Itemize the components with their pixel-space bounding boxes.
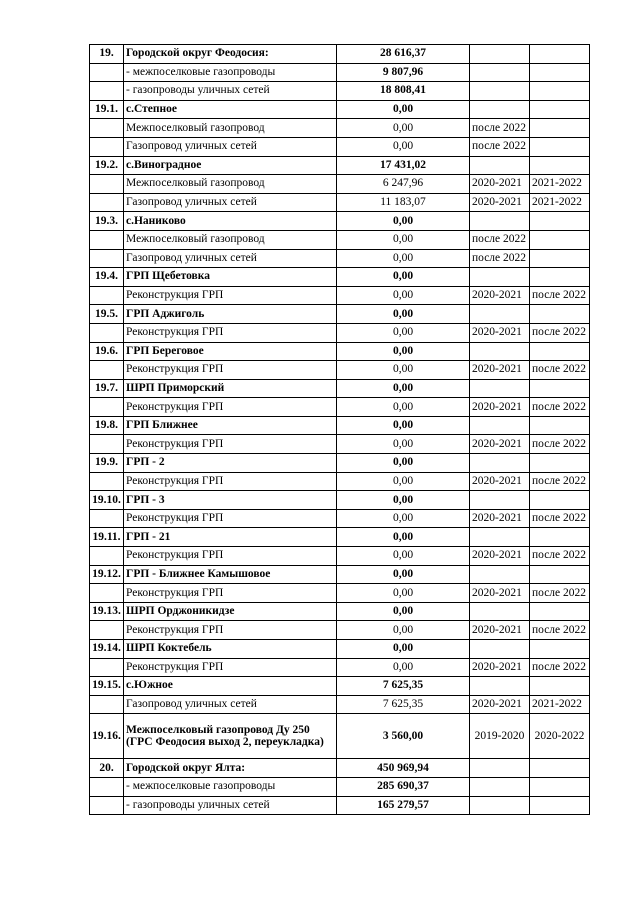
row-number-cell: 19.16. [90,714,124,759]
table-row [90,268,590,287]
row-number-cell [90,796,124,815]
table-body [90,45,590,815]
row-number-cell [90,63,124,82]
row-period-2-cell [530,137,590,156]
row-number-cell: 19.14. [90,640,124,659]
row-period-2-cell [530,454,590,473]
row-name-cell: - газопроводы уличных сетей [124,796,337,815]
row-period-2-cell [530,416,590,435]
row-amount-cell: 7 625,35 [337,695,470,714]
row-name-cell: Реконструкция ГРП [124,584,337,603]
row-period-1-cell [470,777,530,796]
row-amount-cell: 0,00 [337,230,470,249]
row-amount-cell: 0,00 [337,398,470,417]
row-period-1-cell: после 2022 [470,230,530,249]
row-name-cell: ГРП - Ближнее Камышовое [124,565,337,584]
row-number-cell [90,658,124,677]
row-number-cell: 19.1. [90,100,124,119]
table-row [90,491,590,510]
row-period-2-cell [530,379,590,398]
table-row [90,658,590,677]
row-number-cell [90,509,124,528]
row-period-1-cell: после 2022 [470,137,530,156]
row-period-2-cell [530,677,590,696]
row-amount-cell: 0,00 [337,305,470,324]
row-name-cell: с.Южное [124,677,337,696]
table-row [90,286,590,305]
row-period-1-cell [470,602,530,621]
row-name-cell: Реконструкция ГРП [124,472,337,491]
row-number-cell: 19.8. [90,416,124,435]
table-row [90,193,590,212]
row-number-cell [90,695,124,714]
row-period-1-cell [470,416,530,435]
row-name-cell: с.Степное [124,100,337,119]
gas-program-table [89,44,590,815]
row-period-2-cell: после 2022 [530,584,590,603]
row-amount-cell: 0,00 [337,640,470,659]
table-row [90,435,590,454]
row-name-cell: с.Виноградное [124,156,337,175]
table-row [90,528,590,547]
row-period-2-cell [530,777,590,796]
table-row [90,119,590,138]
row-number-cell [90,82,124,101]
row-number-cell [90,472,124,491]
row-period-1-cell [470,677,530,696]
row-amount-cell: 7 625,35 [337,677,470,696]
row-number-cell: 19.7. [90,379,124,398]
row-period-2-cell [530,640,590,659]
row-period-2-cell [530,565,590,584]
row-period-2-cell: после 2022 [530,323,590,342]
row-number-cell: 19.10. [90,491,124,510]
table-row [90,323,590,342]
row-period-2-cell: 2021-2022 [530,193,590,212]
row-amount-cell: 18 808,41 [337,82,470,101]
row-name-cell: ГРП Береговое [124,342,337,361]
row-amount-cell: 0,00 [337,323,470,342]
row-name-cell: Газопровод уличных сетей [124,249,337,268]
row-amount-cell: 0,00 [337,249,470,268]
row-period-2-cell [530,759,590,778]
table-row [90,342,590,361]
row-period-1-cell [470,454,530,473]
row-period-1-cell: 2020-2021 [470,193,530,212]
row-number-cell: 19.9. [90,454,124,473]
row-amount-cell: 0,00 [337,379,470,398]
table-row [90,416,590,435]
row-period-2-cell [530,796,590,815]
row-period-1-cell: 2020-2021 [470,621,530,640]
table-row [90,156,590,175]
row-amount-cell: 3 560,00 [337,714,470,759]
row-amount-cell: 0,00 [337,435,470,454]
row-number-cell [90,398,124,417]
table-row [90,361,590,380]
row-amount-cell: 0,00 [337,342,470,361]
row-period-1-cell [470,268,530,287]
table-row [90,398,590,417]
row-period-1-cell [470,45,530,64]
row-amount-cell: 0,00 [337,416,470,435]
row-number-cell: 19.6. [90,342,124,361]
row-period-2-cell [530,230,590,249]
row-name-cell: - межпоселковые газопроводы [124,63,337,82]
table-row [90,640,590,659]
row-period-2-cell [530,100,590,119]
table-row [90,249,590,268]
row-period-2-cell [530,528,590,547]
table-row [90,714,590,759]
row-name-cell: ГРП Ближнее [124,416,337,435]
row-number-cell [90,435,124,454]
table-row [90,305,590,324]
table-row [90,584,590,603]
table-row [90,695,590,714]
table-row [90,621,590,640]
row-name-cell: Реконструкция ГРП [124,547,337,566]
row-period-1-cell [470,491,530,510]
row-number-cell [90,230,124,249]
row-period-1-cell [470,305,530,324]
row-period-1-cell [470,640,530,659]
row-amount-cell: 0,00 [337,491,470,510]
row-amount-cell: 0,00 [337,472,470,491]
row-period-2-cell [530,156,590,175]
row-period-2-cell: после 2022 [530,435,590,454]
row-period-1-cell: 2020-2021 [470,435,530,454]
row-amount-cell: 0,00 [337,602,470,621]
row-name-cell: Межпоселковый газопровод Ду 250 (ГРС Феодосия выход 2, переукладка) [124,714,337,759]
row-period-2-cell: после 2022 [530,361,590,380]
row-name-cell: ШРП Коктебель [124,640,337,659]
row-name-cell: ГРП Щебетовка [124,268,337,287]
row-period-1-cell: 2020-2021 [470,323,530,342]
row-name-cell: ШРП Орджоникидзе [124,602,337,621]
row-name-cell: Реконструкция ГРП [124,621,337,640]
row-amount-cell: 165 279,57 [337,796,470,815]
row-name-cell: - межпоселковые газопроводы [124,777,337,796]
row-name-cell: ГРП - 21 [124,528,337,547]
row-period-2-cell: после 2022 [530,509,590,528]
row-amount-cell: 0,00 [337,119,470,138]
row-period-2-cell [530,63,590,82]
row-number-cell [90,286,124,305]
row-amount-cell: 0,00 [337,528,470,547]
row-period-2-cell [530,82,590,101]
table-row [90,100,590,119]
row-number-cell [90,193,124,212]
row-period-2-cell [530,602,590,621]
row-number-cell [90,323,124,342]
row-period-1-cell: после 2022 [470,119,530,138]
row-number-cell: 19. [90,45,124,64]
row-name-cell: ГРП - 2 [124,454,337,473]
row-period-1-cell [470,342,530,361]
table-row [90,379,590,398]
row-period-1-cell: 2020-2021 [470,398,530,417]
table-row [90,45,590,64]
row-amount-cell: 6 247,96 [337,175,470,194]
row-amount-cell: 11 183,07 [337,193,470,212]
row-number-cell [90,777,124,796]
table-row [90,175,590,194]
row-period-1-cell [470,565,530,584]
row-number-cell: 19.2. [90,156,124,175]
row-number-cell [90,547,124,566]
row-name-cell: Реконструкция ГРП [124,361,337,380]
row-name-cell: ГРП Аджиголь [124,305,337,324]
row-period-2-cell: после 2022 [530,658,590,677]
row-name-cell: ГРП - 3 [124,491,337,510]
row-period-1-cell [470,759,530,778]
table-row [90,63,590,82]
row-period-1-cell: 2020-2021 [470,286,530,305]
row-period-1-cell: 2020-2021 [470,584,530,603]
row-number-cell [90,175,124,194]
row-name-cell: Газопровод уличных сетей [124,695,337,714]
row-period-2-cell [530,45,590,64]
table-row [90,777,590,796]
row-name-cell: Межпоселковый газопровод [124,230,337,249]
row-period-1-cell: 2020-2021 [470,547,530,566]
row-number-cell: 19.15. [90,677,124,696]
row-amount-cell: 0,00 [337,361,470,380]
row-amount-cell: 0,00 [337,509,470,528]
row-amount-cell: 285 690,37 [337,777,470,796]
row-amount-cell: 0,00 [337,100,470,119]
row-number-cell: 19.12. [90,565,124,584]
row-amount-cell: 0,00 [337,286,470,305]
row-period-2-cell [530,491,590,510]
row-period-1-cell: 2020-2021 [470,175,530,194]
row-period-1-cell: 2020-2021 [470,509,530,528]
row-period-1-cell: 2020-2021 [470,361,530,380]
row-period-1-cell [470,212,530,231]
row-number-cell [90,137,124,156]
row-period-2-cell: после 2022 [530,398,590,417]
row-amount-cell: 9 807,96 [337,63,470,82]
row-period-1-cell [470,100,530,119]
row-amount-cell: 0,00 [337,658,470,677]
row-period-2-cell: 2020-2022 [530,714,590,759]
row-number-cell: 19.5. [90,305,124,324]
row-name-cell: Межпоселковый газопровод [124,175,337,194]
table-row [90,230,590,249]
row-name-cell: Газопровод уличных сетей [124,137,337,156]
row-period-1-cell [470,63,530,82]
table-row [90,82,590,101]
row-period-2-cell [530,305,590,324]
row-name-cell: Реконструкция ГРП [124,509,337,528]
row-number-cell [90,584,124,603]
row-number-cell [90,249,124,268]
table-row [90,472,590,491]
row-period-2-cell [530,342,590,361]
row-name-cell: Городской округ Феодосия: [124,45,337,64]
table-row [90,796,590,815]
table-row [90,565,590,584]
row-amount-cell: 17 431,02 [337,156,470,175]
row-period-1-cell: 2020-2021 [470,695,530,714]
row-name-cell: Городской округ Ялта: [124,759,337,778]
row-amount-cell: 0,00 [337,212,470,231]
row-number-cell: 19.11. [90,528,124,547]
row-name-cell: Реконструкция ГРП [124,435,337,454]
row-name-cell: Межпоселковый газопровод [124,119,337,138]
row-name-cell: Реконструкция ГРП [124,286,337,305]
table-row [90,677,590,696]
table-row [90,759,590,778]
row-period-1-cell [470,528,530,547]
table-row [90,509,590,528]
row-period-1-cell: 2020-2021 [470,658,530,677]
row-number-cell [90,361,124,380]
table-row [90,547,590,566]
row-name-cell: Газопровод уличных сетей [124,193,337,212]
row-period-2-cell [530,268,590,287]
row-period-1-cell: после 2022 [470,249,530,268]
table-row [90,602,590,621]
row-name-cell: Реконструкция ГРП [124,658,337,677]
row-amount-cell: 0,00 [337,454,470,473]
row-amount-cell: 0,00 [337,547,470,566]
row-period-2-cell: после 2022 [530,547,590,566]
row-amount-cell: 0,00 [337,621,470,640]
row-number-cell [90,621,124,640]
row-number-cell: 19.3. [90,212,124,231]
row-period-1-cell: 2019-2020 [470,714,530,759]
row-period-1-cell [470,379,530,398]
table-row [90,454,590,473]
row-period-2-cell [530,212,590,231]
row-number-cell: 19.13. [90,602,124,621]
row-name-cell: Реконструкция ГРП [124,398,337,417]
row-name-cell: - газопроводы уличных сетей [124,82,337,101]
row-period-1-cell [470,796,530,815]
row-period-2-cell: после 2022 [530,472,590,491]
row-amount-cell: 0,00 [337,584,470,603]
row-amount-cell: 0,00 [337,137,470,156]
row-amount-cell: 0,00 [337,268,470,287]
table-row [90,137,590,156]
row-name-cell: Реконструкция ГРП [124,323,337,342]
row-period-2-cell: 2021-2022 [530,695,590,714]
row-number-cell [90,119,124,138]
row-amount-cell: 28 616,37 [337,45,470,64]
row-period-2-cell [530,119,590,138]
row-period-2-cell: после 2022 [530,621,590,640]
row-period-2-cell [530,249,590,268]
row-period-2-cell: после 2022 [530,286,590,305]
row-name-cell: ШРП Приморский [124,379,337,398]
row-period-1-cell [470,156,530,175]
row-period-1-cell: 2020-2021 [470,472,530,491]
table-row [90,212,590,231]
row-amount-cell: 0,00 [337,565,470,584]
row-name-cell: с.Наниково [124,212,337,231]
row-period-1-cell [470,82,530,101]
row-number-cell: 19.4. [90,268,124,287]
row-amount-cell: 450 969,94 [337,759,470,778]
row-number-cell: 20. [90,759,124,778]
row-period-2-cell: 2021-2022 [530,175,590,194]
